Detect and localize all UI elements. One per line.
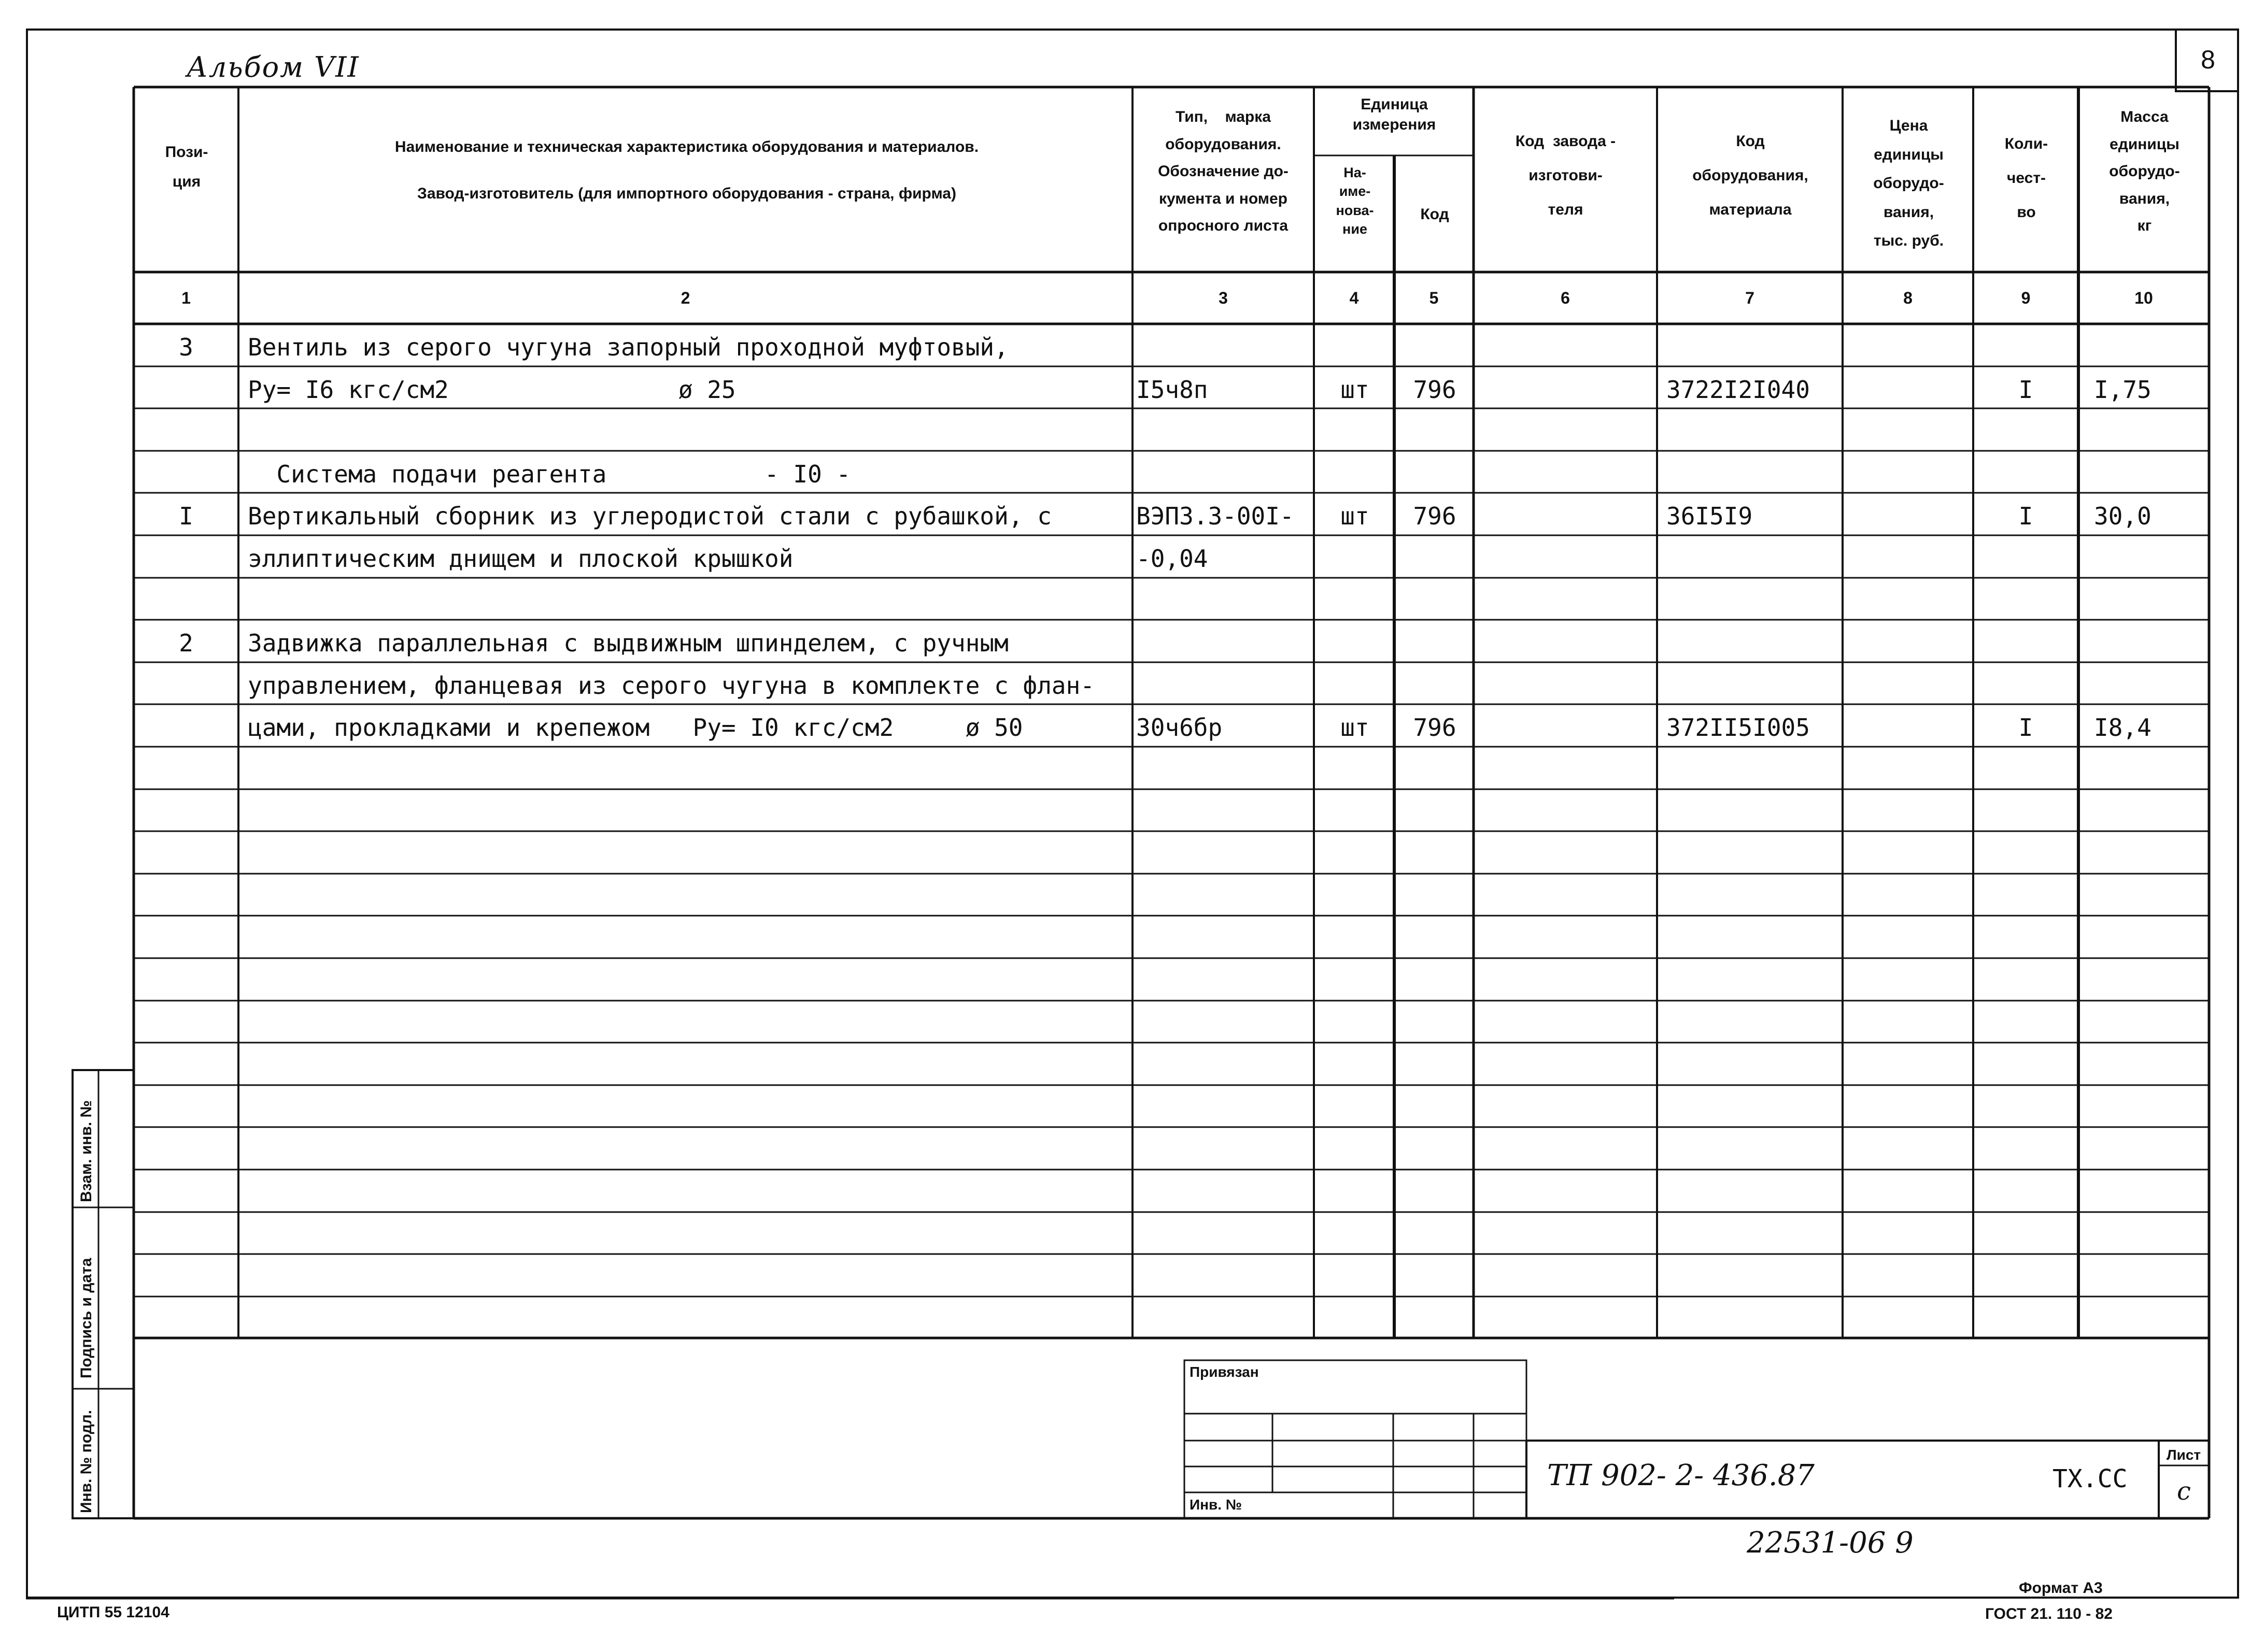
page-number: 8 [2175,29,2239,92]
row-unit: шт [1340,502,1369,530]
sheet-label: Лист [2167,1447,2201,1463]
header-factory-code: Код завода - изготови- теля [1515,133,1616,218]
header-unit-name: На- име- нова- ние [1336,165,1374,237]
column-number: 6 [1561,289,1570,307]
side-label-replacement: Взам. инв. № [78,1100,95,1202]
document-code: ТП 902- 2- 436.87 [1547,1459,1815,1492]
row-type: ВЭПЗ.3-00I- [1136,502,1294,530]
row-name: управлением, фланцевая из серого чугуна в комплекте с флан- [248,672,1095,700]
row-name: эллиптическим днищем и плоской крышкой [248,545,794,573]
column-number: 3 [1219,289,1228,307]
row-name: Вертикальный сборник из углеродистой стали с рубашкой, с [248,502,1052,530]
row-type: I5ч8п [1136,376,1208,404]
header-name-line2: Завод-изготовитель (для импортного оборудования - страна, фирма) [417,185,956,202]
stamp-attached: Привязан [1190,1364,1259,1380]
column-number: 8 [1903,289,1913,307]
album-label: Альбом VII [187,51,360,83]
header-mass: Масса единицы оборудо- вания, кг [2109,108,2180,234]
row-equip-code: 372II5I005 [1666,714,1810,742]
header-unit-code: Код [1420,206,1449,223]
column-number: 2 [681,289,690,307]
stamp-inv-no: Инв. № [1190,1497,1242,1513]
row-pos: 2 [179,629,193,657]
row-type: -0,04 [1136,545,1208,573]
row-unit: шт [1340,714,1369,742]
row-name: цами, прокладками и крепежом Ру= I0 кгс/см2 ø 50 [248,714,1023,742]
column-number: 5 [1429,289,1439,307]
row-type: 30ч6бр [1136,714,1223,742]
sheet-code: ТХ.СС [2052,1464,2128,1493]
row-equip-code: 3722I2I040 [1666,376,1810,404]
handwritten-number: 22531-06 9 [1747,1526,1914,1560]
row-name: Задвижка параллельная с выдвижным шпинделем, с ручным [248,629,1009,657]
header-price: Цена единицы оборудо- вания, тыс. руб. [1873,117,1944,249]
footer-left: ЦИТП 55 12104 [57,1604,169,1621]
column-number: 4 [1349,289,1359,307]
row-equip-code: 36I5I9 [1666,502,1753,530]
row-qty: I [2018,502,2033,530]
row-qty: I [2018,714,2033,742]
row-name: Ру= I6 кгс/см2 ø 25 [248,376,736,404]
header-type: Тип, марка оборудования. Обозначение до- кумента и номер опросного листа [1158,108,1289,234]
column-number: 7 [1745,289,1754,307]
column-number: 10 [2134,289,2153,307]
footer-gost: ГОСТ 21. 110 - 82 [1985,1605,2113,1622]
sheet-value: с [2177,1477,2191,1506]
row-pos: I [179,502,193,530]
row-mass: I,75 [2094,376,2151,404]
side-label-signature: Подпись и дата [78,1258,95,1378]
row-code: 796 [1413,714,1456,742]
row-name: Система подачи реагента - I0 - [248,460,851,488]
row-code: 796 [1413,376,1456,404]
row-mass: 30,0 [2094,502,2151,530]
header-unit-group: Единица измерения [1352,96,1436,133]
row-name: Вентиль из серого чугуна запорный проходной муфтовый, [248,333,1009,361]
header-quantity: Коли- чест- во [2004,135,2048,221]
row-unit: шт [1340,376,1369,404]
column-number: 9 [2021,289,2031,307]
footer-format: Формат А3 [2019,1579,2103,1597]
header-name-line1: Наименование и техническая характеристика оборудования и материалов. [394,138,979,155]
row-mass: I8,4 [2094,714,2151,742]
row-qty: I [2018,376,2033,404]
row-pos: 3 [179,333,193,361]
header-position: Пози- ция [165,144,208,190]
header-equipment-code: Код оборудования, материала [1692,133,1808,218]
column-number: 1 [181,289,191,307]
side-label-inventory: Инв. № подл. [78,1409,95,1513]
row-code: 796 [1413,502,1456,530]
